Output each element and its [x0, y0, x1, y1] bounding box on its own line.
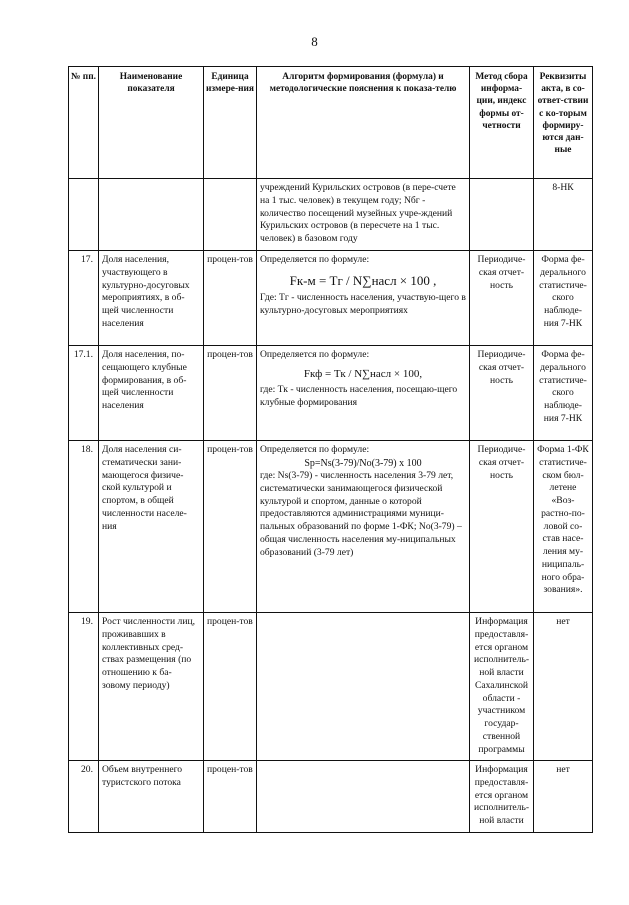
table-row [69, 441, 593, 613]
row-num: 18. [69, 441, 99, 613]
row-unit: процен-тов [204, 346, 257, 441]
formula-explanation: где: Ns(3-79) - численность населения 3-79 лет, систематически занимающегося физической культурой и спортом, данные о которой предоставляются администрациями муници-пальных образований по форме 1-ФК; No(3-79) – общая численность населения му-ниципальных образований (3-79 лет) [260, 470, 462, 558]
row-requisites: нет [534, 761, 593, 833]
formula: Fк-м = Тг / N∑насл × 100 , [289, 272, 437, 288]
formula-intro: Определяется по формуле: [260, 349, 370, 360]
row-method: Периодиче-ская отчет-ность [470, 441, 534, 613]
table-row [69, 761, 593, 833]
table-row [69, 613, 593, 761]
row-requisites: Форма фе-дерального статистиче-ского наблюде-ния 7-НК [534, 251, 593, 346]
row-method: Периодиче-ская отчет-ность [470, 346, 534, 441]
page-number: 8 [311, 34, 318, 49]
formula-intro: Определяется по формуле: [260, 444, 370, 455]
row-name: Объем внутреннего туристского потока [99, 761, 204, 833]
header-requisites: Реквизиты акта, в со-ответ-ствии с ко-торым формиру-ются дан-ные [534, 67, 593, 179]
row-unit: процен-тов [204, 761, 257, 833]
table-row [69, 179, 593, 251]
row-name: Доля населения, по-сещающего клубные формирования, в об-щей численности населения [99, 346, 204, 441]
header-algorithm: Алгоритм формирования (формула) и методологические пояснения к показа-телю [257, 67, 470, 179]
row-requisites: Форма 1-ФК статистиче-ском бюл-летене «Воз-растно-по-ловой со-став насе-ления му-ниципаль-ного обра-зования». [534, 441, 593, 613]
row-algorithm [257, 346, 470, 441]
table-row [69, 346, 593, 441]
row-num: 17. [69, 251, 99, 346]
row-num: 17.1. [69, 346, 99, 441]
row-name: Доля населения, участвующего в культурно-досуговых мероприятиях, в об-щей численности населения [99, 251, 204, 346]
row-method: Периодиче-ская отчет-ность [470, 251, 534, 346]
row-algorithm [257, 761, 470, 833]
row-unit [204, 179, 257, 251]
row-unit: процен-тов [204, 441, 257, 613]
row-algorithm [257, 251, 470, 346]
row-name [99, 179, 204, 251]
formula: Sp=Ns(3-79)/No(3-79) x 100 [304, 457, 422, 469]
header-method: Метод сбора информа-ции, индекс формы от-четности [470, 67, 534, 179]
row-unit: процен-тов [204, 251, 257, 346]
row-algorithm: учреждений Курильских островов (в пере-счете на 1 тыс. человек) в текущем году; Nбг - количество посещений музейных учре-ждений Курильских островов (в пересчете на 1 тыс. человек) в базовом году [257, 179, 470, 251]
header-name: Наименование показателя [99, 67, 204, 179]
row-num: 20. [69, 761, 99, 833]
row-method [470, 179, 534, 251]
formula-intro: Определяется по формуле: [260, 254, 370, 265]
row-unit: процен-тов [204, 613, 257, 761]
header-num: № пп. [69, 67, 99, 179]
row-name: Рост численности лиц, проживавших в коллективных сред-ствах размещения (по отношению к ба-зовому периоду) [99, 613, 204, 761]
header-unit: Единица измере-ния [204, 67, 257, 179]
row-requisites: 8-НК [534, 179, 593, 251]
row-num: 19. [69, 613, 99, 761]
formula-explanation: Где: Тг - численность населения, участвую-щего в культурно-досуговых мероприятиях [260, 292, 466, 316]
table-row [69, 251, 593, 346]
row-method: Информация предоставля-ется органом исполнитель-ной власти Сахалинской области - участником государ-ственной программы [470, 613, 534, 761]
row-num [69, 179, 99, 251]
formula: Fкф = Тк / N∑насл × 100, [303, 367, 423, 380]
row-method: Информация предоставля-ется органом исполнитель-ной власти [470, 761, 534, 833]
row-algorithm [257, 613, 470, 761]
row-requisites: нет [534, 613, 593, 761]
row-algorithm [257, 441, 470, 613]
row-requisites: Форма фе-дерального статистиче-ского наблюде-ния 7-НК [534, 346, 593, 441]
row-name: Доля населения си-стематически зани-мающегося физиче-ской культурой и спортом, в общей численности населе-ния [99, 441, 204, 613]
table-header-row [69, 67, 593, 179]
indicators-table [68, 66, 593, 833]
formula-explanation: где: Тк - численность населения, посещаю-щего клубные формирования [260, 384, 458, 409]
